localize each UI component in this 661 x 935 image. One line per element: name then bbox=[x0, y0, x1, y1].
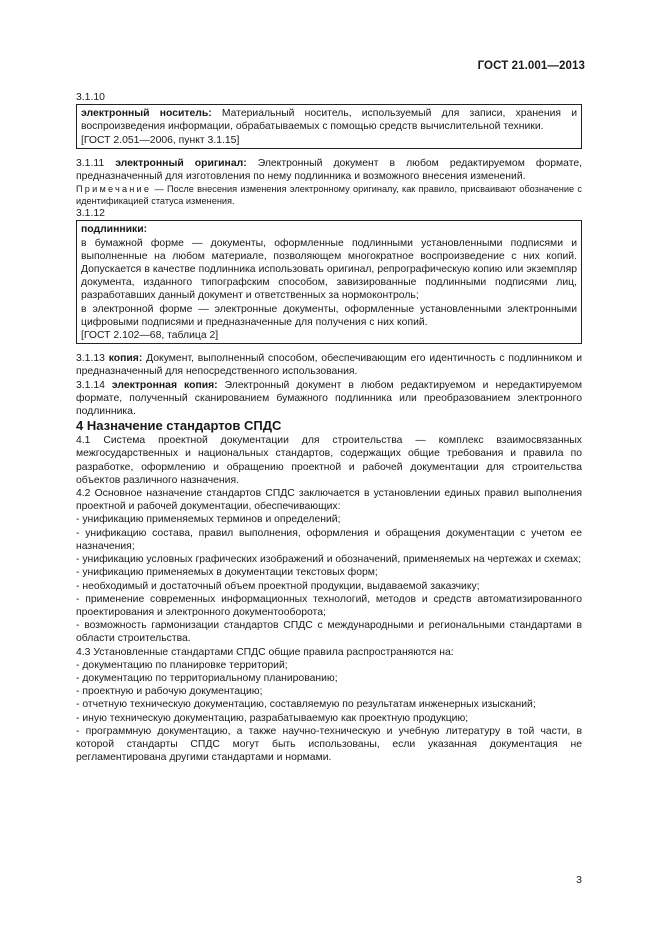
clause-number-3-1-10: 3.1.10 bbox=[76, 92, 105, 103]
list-item: - унификацию применяемых терминов и определений; bbox=[76, 514, 341, 526]
list-item: - необходимый и достаточный объем проектной продукции, выдаваемой заказчику; bbox=[76, 580, 480, 592]
term-electronic-copy: электронная копия: bbox=[111, 379, 218, 391]
reference-3-1-12: [ГОСТ 2.102—68, таблица 2] bbox=[81, 330, 219, 342]
list-item: - программную документацию, а также научно-техническую и учебную литературу в той части, в которой стандарты СПДС могут быть использованы, если указанная документация не регламентирована другими стандартами и нормами. bbox=[76, 725, 582, 764]
list-item: - применение современных информационных технологий, методов и средств автоматизированного проектирования и электронного документооборота; bbox=[76, 593, 582, 618]
document-header: ГОСТ 21.001—2013 bbox=[477, 60, 585, 72]
clause-number-3-1-12: 3.1.12 bbox=[76, 208, 105, 220]
definition-3-1-10 bbox=[81, 107, 577, 133]
originals-paper: в бумажной форме — документы, оформленные подлинными установленными подписями и выполненные на любом материале, позволяющем многократное воспроизведение с них копий. Допускается в качестве подлинника использовать оригинал, репрографическую копию или экземпляр документа, изданного типографским способом, завизированные подлинными подписями лиц, разработавших данный документ и ответственных за нормоконтроль; bbox=[81, 237, 577, 302]
list-item: - унификацию условных графических изображений и обозначений, применяемых на чертежах и схемах; bbox=[76, 554, 582, 566]
page-number: 3 bbox=[576, 874, 582, 886]
list-item: - иную техническую документацию, разрабатываемую как проектную продукцию; bbox=[76, 712, 469, 724]
reference-3-1-10: [ГОСТ 2.051—2006, пункт 3.1.15] bbox=[81, 134, 240, 146]
term-electronic-medium: электронный носитель: bbox=[81, 108, 212, 120]
note-text: — После внесения изменения электронному оригиналу, как правило, присваивают обозначение с идентификацией статуса изменения. bbox=[76, 184, 582, 207]
definition-box-3-1-12 bbox=[76, 220, 582, 344]
clause-3-1-13: 3.1.13 копия: Документ, выполненный способом, обеспечивающим его идентичность с подлинником и предназначенный для непосредственного использования. bbox=[76, 353, 582, 378]
note-label: Примечание bbox=[76, 184, 152, 195]
clause-3-1-11: 3.1.11 электронный оригинал: Электронный документ в любом редактируемом формате, предназначенный для изготовления по нему подлинника и возможного внесения изменений. bbox=[76, 157, 583, 183]
term-originals: подлинники: bbox=[81, 224, 148, 236]
list-item: - унификацию состава, правил выполнения, оформления и обращения документации с учетом ее назначения; bbox=[76, 527, 582, 552]
list-item: - отчетную техническую документацию, составляемую по результатам инженерных изысканий; bbox=[76, 699, 536, 711]
list-item: - проектную и рабочую документацию; bbox=[76, 686, 263, 698]
list-item: - документацию по планировке территорий; bbox=[76, 659, 288, 671]
definition-box-3-1-10 bbox=[76, 104, 582, 149]
list-item: - возможность гармонизации стандартов СПДС с международными и региональными стандартами в области строительства. bbox=[76, 620, 582, 645]
list-item: - унификацию применяемых в документации текстовых форм; bbox=[76, 567, 378, 579]
note bbox=[76, 183, 582, 207]
originals-electronic: в электронной форме — электронные документы, оформленные установленными электронными цифровыми подписями и предназначенные для получения с них копий. bbox=[81, 303, 577, 328]
paragraph-4-2: 4.2 Основное назначение стандартов СПДС заключается в установлении единых правил выполнения проектной и рабочей документации, обеспечивающих: bbox=[76, 488, 582, 513]
list-item: - документацию по территориальному планированию; bbox=[76, 672, 338, 684]
paragraph-4-1: 4.1 Система проектной документации для строительства — комплекс взаимосвязанных межгосударственных и национальных стандартов, содержащих общие требования и правила по разработке, оформлению и обращению проектной и рабочей документации для строительства объектов различного назначения. bbox=[76, 435, 582, 486]
section-title: 4 Назначение стандартов СПДС bbox=[76, 418, 282, 434]
definition-text: Материальный носитель, используемый для записи, хранения и воспроизведения информации, обрабатываемых с помощью средств вычислительной техники. bbox=[81, 108, 578, 133]
term-electronic-original: электронный оригинал: bbox=[115, 157, 247, 169]
paragraph-4-3: 4.3 Установленные стандартами СПДС общие правила распространяются на: bbox=[76, 646, 454, 658]
term-copy: копия: bbox=[108, 353, 143, 365]
clause-3-1-14: 3.1.14 электронная копия: Электронный документ в любом редактируемом и нередактируемом формате, полученный сканированием бумажного подлинника или преобразованием электронного подлинника. bbox=[76, 379, 583, 418]
document-body bbox=[76, 91, 582, 764]
